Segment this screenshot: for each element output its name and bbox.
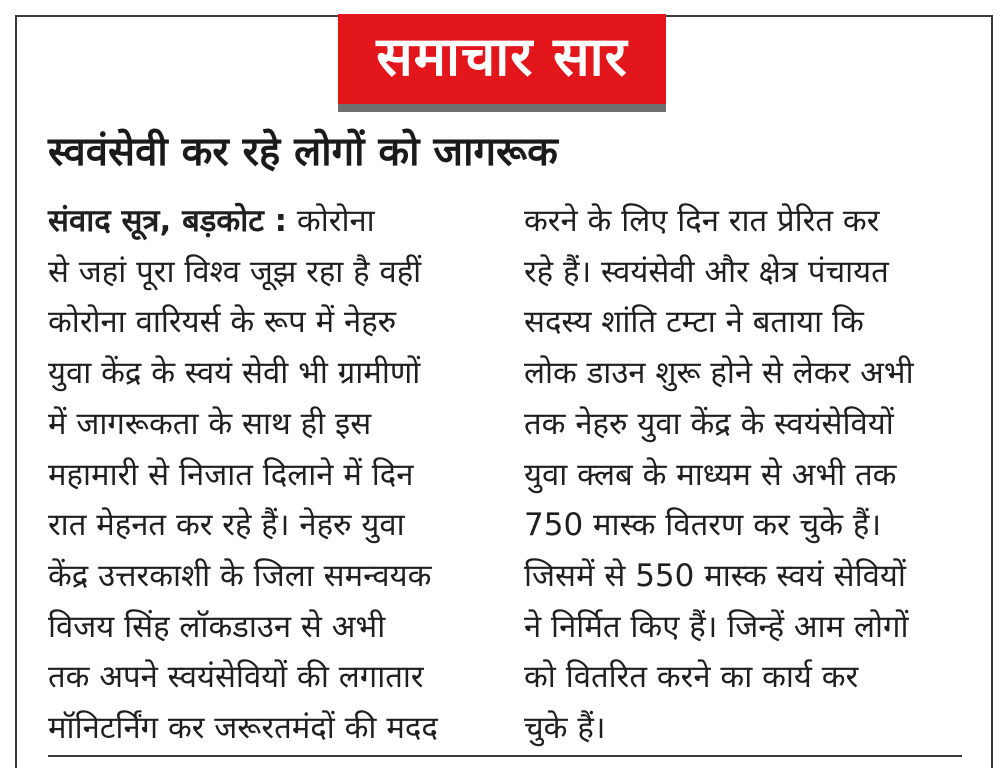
article-line: चुके हैं।	[524, 710, 606, 747]
article-line: तक नेहरु युवा केंद्र के स्वयंसेवियों	[524, 405, 894, 442]
article-line	[48, 196, 488, 247]
article-line: ने निर्मित किए हैं। जिन्हें आम लोगों	[524, 608, 909, 645]
article-line: विजय सिंह लॉकडाउन से अभी	[48, 608, 386, 645]
article-line: 750 मास्क वितरण कर चुके हैं।	[524, 507, 882, 544]
article-line: कोरोना वारियर्स के रूप में नेहरु	[48, 304, 397, 341]
article-line: केंद्र उत्तरकाशी के जिला समन्वयक	[48, 557, 432, 594]
article-column-left	[48, 196, 488, 754]
article-line: तक अपने स्वयंसेवियों की लगातार	[48, 659, 424, 696]
article-column-right	[524, 196, 964, 754]
article-line: से जहां पूरा विश्व जूझ रहा है वहीं	[48, 253, 422, 290]
article-line: में जागरूकता के साथ ही इस	[48, 405, 372, 442]
section-banner-label: समाचार सार	[376, 25, 628, 88]
article-line: युवा केंद्र के स्वयं सेवी भी ग्रामीणों	[48, 355, 421, 392]
article-headline: स्ववंसेवी कर रहे लोगों को जागरूक	[48, 129, 558, 175]
article-line: करने के लिए दिन रात प्रेरित कर	[524, 203, 880, 239]
article-dateline: संवाद सूत्र, बड़कोट :	[48, 203, 288, 239]
article-line-text: कोरोना	[296, 203, 375, 239]
article-line: रहे हैं। स्वयंसेवी और क्षेत्र पंचायत	[524, 253, 889, 290]
article-line: जिसमें से 550 मास्क स्वयं सेवियों	[524, 557, 906, 594]
article-line: को वितरित करने का कार्य कर	[524, 659, 859, 696]
section-banner	[338, 14, 666, 104]
article-line: रात मेहनत कर रहे हैं। नेहरु युवा	[48, 507, 405, 544]
article-line: लोक डाउन शुरू होने से लेकर अभी	[524, 355, 914, 392]
article-line: सदस्य शांति टम्टा ने बताया कि	[524, 304, 864, 341]
article-line: मॉनिटर्निंग कर जरूरतमंदों की मदद	[48, 710, 438, 747]
bottom-divider	[48, 755, 962, 757]
article-line: महामारी से निजात दिलाने में दिन	[48, 456, 414, 493]
article-line: युवा क्लब के माध्यम से अभी तक	[524, 456, 897, 493]
